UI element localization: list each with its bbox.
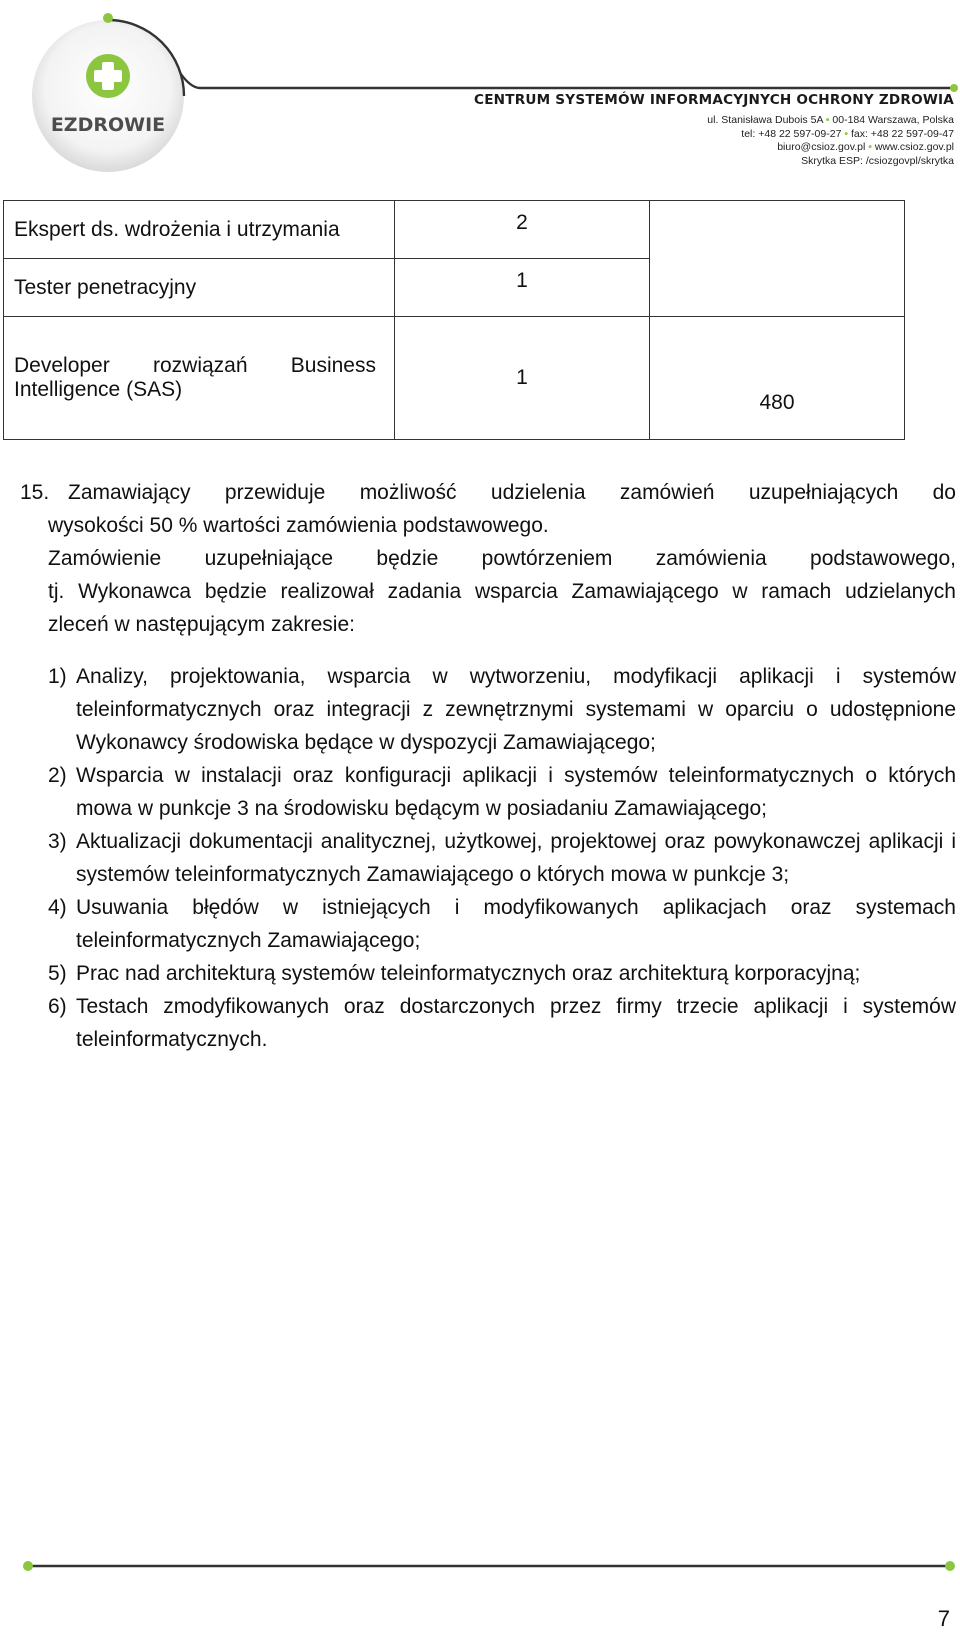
page-number: 7 <box>937 1606 950 1631</box>
list-item <box>48 990 956 1056</box>
address-city: 00-184 Warszawa, Polska <box>832 114 954 126</box>
list-number: 2) <box>48 764 67 787</box>
list-number: 3) <box>48 830 67 853</box>
separator-dot: • <box>844 127 849 140</box>
table-cell-role: Tester penetracyjny <box>4 259 395 317</box>
table-cell-role: Ekspert ds. wdrożenia i utrzymania <box>4 201 395 259</box>
role-word: Business <box>290 354 376 377</box>
role-word: rozwiązań <box>152 354 248 377</box>
email-link[interactable]: biuro@csioz.gov.pl <box>777 141 866 154</box>
ezdrowie-logo <box>28 8 198 178</box>
count-value: 2 <box>516 210 528 234</box>
section-15-line-4: tj. Wykonawca będzie realizował zadania wsparcia Zamawiającego w ramach udzielanych <box>48 580 956 603</box>
section-15-line-2: wysokości 50 % wartości zamówienia podstawowego. <box>48 514 549 537</box>
count-value: 1 <box>516 366 528 389</box>
table-cell-count <box>395 201 650 259</box>
footer-divider <box>0 1560 960 1572</box>
role-line-2: Intelligence (SAS) <box>14 378 183 401</box>
table-cell-total <box>650 317 905 440</box>
section-15-line-1 <box>20 476 956 509</box>
total-value: 480 <box>759 391 795 414</box>
table-cell-role <box>4 317 395 440</box>
list-text: Prac nad architekturą systemów teleinformatycznych oraz architekturą korporacyjną; <box>76 962 861 985</box>
list-text: Aktualizacji dokumentacji analitycznej, użytkowej, projektowej oraz powykonawczej aplikacji i systemów teleinformatycznych Zamawiającego o których mowa w punkcje 3; <box>76 830 956 886</box>
section-number: 15. <box>20 481 50 504</box>
separator-dot: • <box>825 114 830 126</box>
table-row <box>4 201 905 259</box>
section-15-line-5: zleceń w następującym zakresie: <box>48 613 355 636</box>
list-text: Wsparcia w instalacji oraz konfiguracji aplikacji i systemów teleinformatycznych o których mowa w punkcje 3 na środowisku będącym w posiadaniu Zamawiającego; <box>76 764 956 820</box>
list-item <box>48 891 956 957</box>
separator-dot: • <box>868 141 872 154</box>
list-text: Testach zmodyfikowanych oraz dostarczonych przez firmy trzecie aplikacji i systemów teleinformatycznych. <box>76 995 956 1051</box>
table-cell-count <box>395 317 650 440</box>
telephone: tel: +48 22 597-09-27 <box>741 127 842 140</box>
section-15 <box>20 476 956 641</box>
logo-text: EZDROWIE <box>50 114 166 136</box>
fax: fax: +48 22 597-09-47 <box>850 127 954 140</box>
staffing-table <box>3 200 905 440</box>
table-cell-empty <box>650 201 905 317</box>
list-item <box>48 825 956 891</box>
phone-line <box>474 128 954 142</box>
website-link[interactable]: www.csioz.gov.pl <box>874 141 954 154</box>
list-text: Analizy, projektowania, wsparcia w wytworzeniu, modyfikacji aplikacji i systemów teleinformatycznych oraz integracji z zewnętrznymi systemami w oparciu o udostępnione Wykonawcy środowiska będące w dyspozycji Zamawiającego; <box>76 665 956 754</box>
list-number: 6) <box>48 995 67 1018</box>
skrytka-line: Skrytka ESP: /csiozgovpl/skrytka <box>801 154 954 167</box>
role-word: Developer <box>14 354 110 377</box>
scope-list <box>48 660 956 1056</box>
section-text: Zamawiający przewiduje możliwość udzielenia zamówień uzupełniających do <box>68 481 956 504</box>
list-item <box>48 957 956 990</box>
list-number: 1) <box>48 665 67 688</box>
role-line-1 <box>14 354 376 378</box>
section-15-line-3: Zamówienie uzupełniające będzie powtórzeniem zamówienia podstawowego, <box>48 547 956 570</box>
address-line <box>474 114 954 128</box>
count-value: 1 <box>516 268 528 292</box>
list-number: 4) <box>48 896 67 919</box>
table-cell-count <box>395 259 650 317</box>
list-number: 5) <box>48 962 67 985</box>
organization-contact <box>474 92 954 168</box>
list-item <box>48 660 956 759</box>
address-street: ul. Stanisława Dubois 5A <box>707 114 823 126</box>
organization-name: CENTRUM SYSTEMÓW INFORMACYJNYCH OCHRONY ZDROWIA <box>474 92 954 108</box>
list-text: Usuwania błędów w istniejących i modyfikowanych aplikacjach oraz systemach teleinformatycznych Zamawiającego; <box>76 896 956 952</box>
table-row <box>4 317 905 440</box>
web-line <box>474 141 954 155</box>
list-item <box>48 759 956 825</box>
